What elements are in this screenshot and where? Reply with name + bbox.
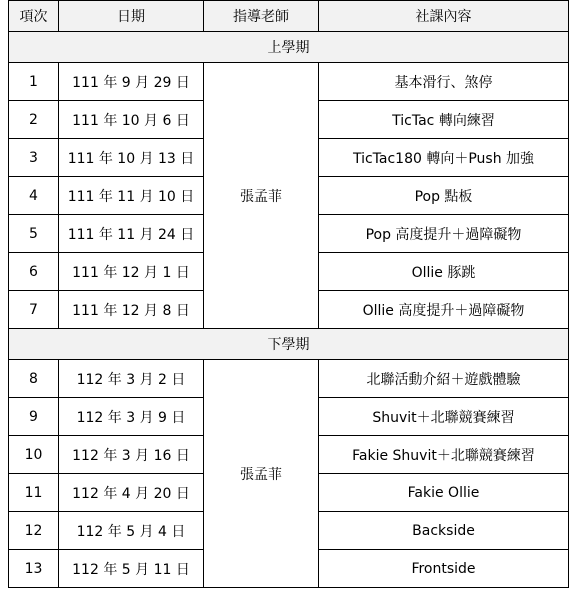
row-date: 112 年 3 月 2 日 [59, 360, 204, 398]
teacher-cell: 張孟菲 [204, 360, 319, 588]
row-no: 1 [9, 63, 59, 101]
header-no: 項次 [9, 1, 59, 32]
row-no: 6 [9, 253, 59, 291]
row-content: Fakie Ollie [319, 474, 569, 512]
club-schedule-table [8, 0, 569, 588]
row-content: Ollie 高度提升＋過障礙物 [319, 291, 569, 329]
header-row [9, 1, 569, 32]
row-date: 111 年 11 月 10 日 [59, 177, 204, 215]
section-title: 上學期 [9, 32, 569, 63]
row-no: 8 [9, 360, 59, 398]
header-teacher: 指導老師 [204, 1, 319, 32]
row-content: TicTac180 轉向＋Push 加強 [319, 139, 569, 177]
row-content: Fakie Shuvit＋北聯競賽練習 [319, 436, 569, 474]
header-content: 社課內容 [319, 1, 569, 32]
row-content: Frontside [319, 550, 569, 588]
row-date: 112 年 5 月 4 日 [59, 512, 204, 550]
teacher-cell: 張孟菲 [204, 63, 319, 329]
row-content: Pop 點板 [319, 177, 569, 215]
row-date: 111 年 9 月 29 日 [59, 63, 204, 101]
row-date: 112 年 3 月 16 日 [59, 436, 204, 474]
section-row-second-semester [9, 329, 569, 360]
section-row-first-semester [9, 32, 569, 63]
row-no: 4 [9, 177, 59, 215]
row-no: 2 [9, 101, 59, 139]
row-no: 3 [9, 139, 59, 177]
row-content: 基本滑行、煞停 [319, 63, 569, 101]
row-date: 112 年 3 月 9 日 [59, 398, 204, 436]
row-no: 5 [9, 215, 59, 253]
row-date: 111 年 11 月 24 日 [59, 215, 204, 253]
row-content: TicTac 轉向練習 [319, 101, 569, 139]
table-row [9, 360, 569, 398]
row-content: Ollie 豚跳 [319, 253, 569, 291]
table-body [9, 32, 569, 588]
row-date: 112 年 5 月 11 日 [59, 550, 204, 588]
row-no: 9 [9, 398, 59, 436]
table-header [9, 1, 569, 32]
table-row [9, 63, 569, 101]
row-no: 13 [9, 550, 59, 588]
row-no: 10 [9, 436, 59, 474]
row-content: Shuvit＋北聯競賽練習 [319, 398, 569, 436]
row-date: 111 年 10 月 6 日 [59, 101, 204, 139]
row-no: 11 [9, 474, 59, 512]
row-no: 7 [9, 291, 59, 329]
row-date: 111 年 10 月 13 日 [59, 139, 204, 177]
header-date: 日期 [59, 1, 204, 32]
section-title: 下學期 [9, 329, 569, 360]
row-content: Backside [319, 512, 569, 550]
row-date: 112 年 4 月 20 日 [59, 474, 204, 512]
row-date: 111 年 12 月 1 日 [59, 253, 204, 291]
row-content: Pop 高度提升＋過障礙物 [319, 215, 569, 253]
row-date: 111 年 12 月 8 日 [59, 291, 204, 329]
row-content: 北聯活動介紹＋遊戲體驗 [319, 360, 569, 398]
row-no: 12 [9, 512, 59, 550]
